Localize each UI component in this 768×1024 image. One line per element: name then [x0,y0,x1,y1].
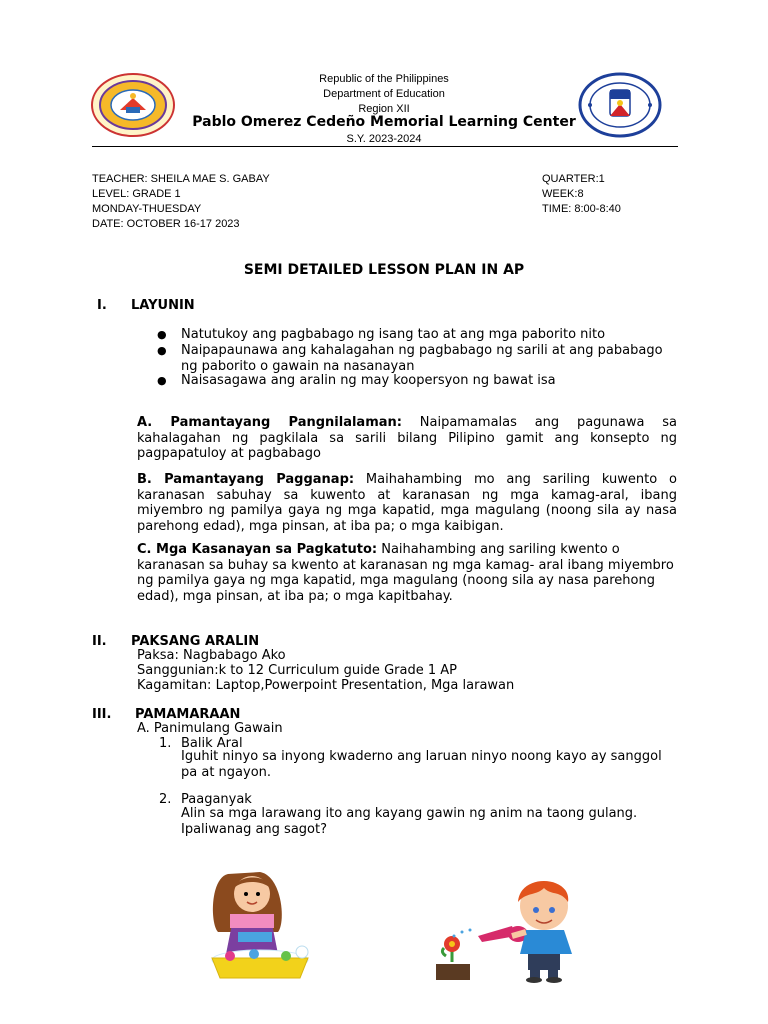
item-2-title: Paaganyak [181,792,252,807]
time: TIME: 8:00-8:40 [542,203,621,215]
lesson-date: DATE: OCTOBER 16-17 2023 [92,218,240,230]
section-2-number: II. [92,634,107,649]
school-name: Pablo Omerez Cedeño Memorial Learning Center [192,114,576,130]
days: MONDAY-THUESDAY [92,203,202,215]
section-2-title: PAKSANG ARALIN [131,634,260,649]
item-2-text: Alin sa mga larawang ito ang kayang gawin ng anim na taong gulang. Ipaliwanag ang sagot? [181,806,638,837]
reference: Sanggunian:k to 12 Curriculum guide Grade 1 AP [137,663,457,678]
quarter: QUARTER:1 [542,173,605,185]
section-3-title: PAMAMARAAN [135,707,241,722]
objective-item: ● Natutukoy ang pagbabago ng isang tao at ang mga paborito nito [157,327,606,342]
section-1-title: LAYUNIN [131,298,195,313]
objective-item: ● Naisasagawa ang aralin ng may koopersyon ng bawat isa [157,373,556,388]
document-title: SEMI DETAILED LESSON PLAN IN AP [243,262,525,278]
bullet-icon: ● [157,344,167,357]
week: WEEK:8 [542,188,584,200]
section-3-number: III. [92,707,112,722]
content-standard: A. Pamantayang Pangnilalaman: Naipamamalas ang pagunawa sa kahalagahan ng pagkilala sa sarili bilang Pilipino gamit ang konsepto ng pagpapatuloy at pagbabago [137,415,677,461]
header-region: Region XII [358,103,410,115]
objective-item: ● Naipapaunawa ang kahalagahan ng pagbabago ng sarili at ang pababago ng paborito o gawain na nasanayan [157,343,663,374]
subsection-a: A. Panimulang Gawain [137,721,283,736]
learning-competency: C. Mga Kasanayan sa Pagkatuto: Naihahambing ang sariling kwento o karanasan sa buhay sa kwento at karanasan ng mga kamag- aral ibang miyembro ng pamilya gaya ng mga kapatid, mga magulang (noong sila ay nasa parehong edad), mga pinsan, at iba pa; o mga kapitbahay. [137,542,674,604]
materials: Kagamitan: Laptop,Powerpoint Presentation, Mga larawan [137,678,515,693]
section-1-number: I. [97,298,107,313]
item-1-title: Balik Aral [181,736,243,751]
performance-standard: B. Pamantayang Pagganap: Maihahambing mo ang sariling kuwento o karanasan sabuhay sa kuwento at karanasan ng mga kamag-aral, ibang miyembro ng pamilya gaya ng mga kapatid, mga magulang (noong sila ay nasa parehong edad), mga pinsan, at iba pa; o mga kaibigan. [137,472,677,534]
header-republic: Republic of the Philippines [319,73,449,85]
teacher-name: TEACHER: SHEILA MAE S. GABAY [92,173,270,185]
item-1-text: Iguhit ninyo sa inyong kwaderno ang laruan ninyo noong kayo ay sanggol pa at ngayon. [181,749,662,780]
grade-level: LEVEL: GRADE 1 [92,188,181,200]
item-2-number: 2. [159,792,172,807]
bullet-icon: ● [157,328,167,341]
topic: Paksa: Nagbabago Ako [137,648,286,663]
item-1-number: 1. [159,736,172,751]
school-year: S.Y. 2023-2024 [346,133,422,145]
boy-watering-plant-illustration [432,872,612,984]
girl-washing-clothes-illustration [190,864,330,984]
header-divider [92,146,678,147]
bullet-icon: ● [157,374,167,387]
header-department: Department of Education [323,88,445,100]
